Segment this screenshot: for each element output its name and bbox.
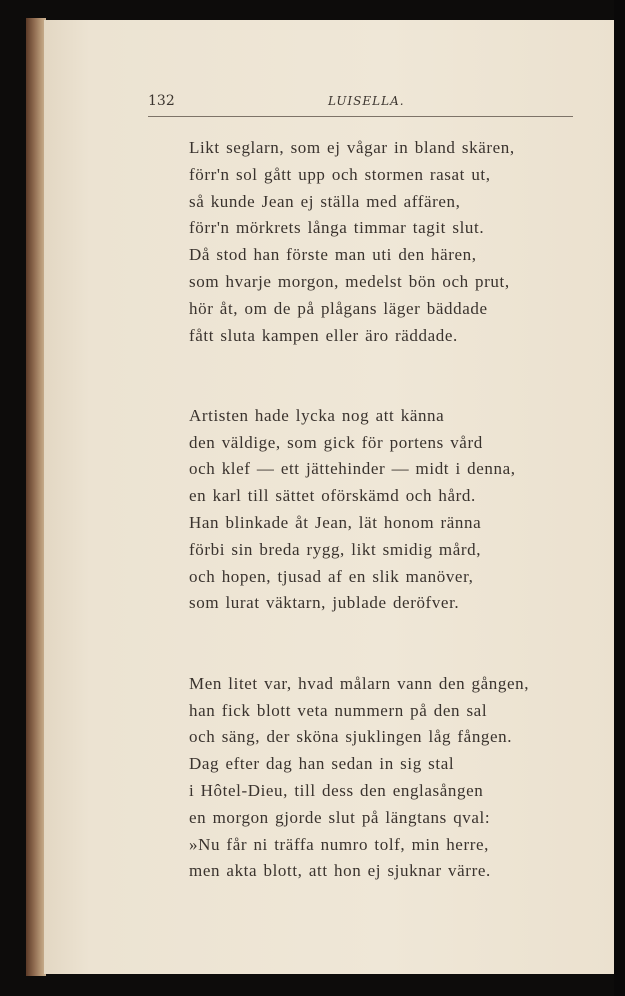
verse-line: fått sluta kampen eller äro räddade. [189,325,458,345]
verse-line: men akta blott, att hon ej sjuknar värre. [189,861,491,881]
running-title: LUISELLA. [328,94,405,108]
verse-line: Men litet var, hvad målarn vann den gången, [189,673,530,693]
scan-border [614,0,625,996]
book-page-edge [26,18,46,976]
verse-line: förr'n mörkrets långa timmar tagit slut. [189,218,485,238]
verse-line: och hopen, tjusad af en slik manöver, [189,566,474,586]
verse-line: han fick blott veta nummern på den sal [189,700,488,720]
verse-line: och säng, der sköna sjuklingen låg fången. [189,727,513,747]
verse-line: Han blinkade åt Jean, lät honom ränna [189,513,482,533]
stanza [189,403,569,617]
stanza [189,671,569,885]
verse-line: som hvarje morgon, medelst bön och prut, [189,271,510,291]
verse-line: i Hôtel-Dieu, till dess den englasången [189,780,484,800]
verse-line: hör åt, om de på plågans läger bäddade [189,298,488,318]
verse-line: förbi sin breda rygg, likt smidig mård, [189,539,482,559]
page-header [148,90,573,117]
verse-line: den väldige, som gick för portens vård [189,432,483,452]
verse-line: »Nu får ni träffa numro tolf, min herre, [189,834,489,854]
verse-line: en morgon gjorde slut på längtans qval: [189,807,491,827]
verse-line: Artisten hade lycka nog att känna [189,405,445,425]
verse-line: Då stod han förste man uti den hären, [189,245,477,265]
page-number: 132 [148,93,175,109]
verse-line: så kunde Jean ej ställa med affären, [189,191,461,211]
verse-line: och klef — ett jättehinder — midt i denna, [189,459,516,479]
verse-line: förr'n sol gått upp och stormen rasat ut, [189,164,491,184]
verse-line: Dag efter dag han sedan in sig stal [189,754,455,774]
verse-line: Likt seglarn, som ej vågar in bland skären, [189,138,515,157]
stanza [189,135,569,349]
verse-line: en karl till sättet oförskämd och hård. [189,486,476,506]
verse-line: som lurat väktarn, jublade deröfver. [189,593,460,613]
poem-body [189,135,569,939]
